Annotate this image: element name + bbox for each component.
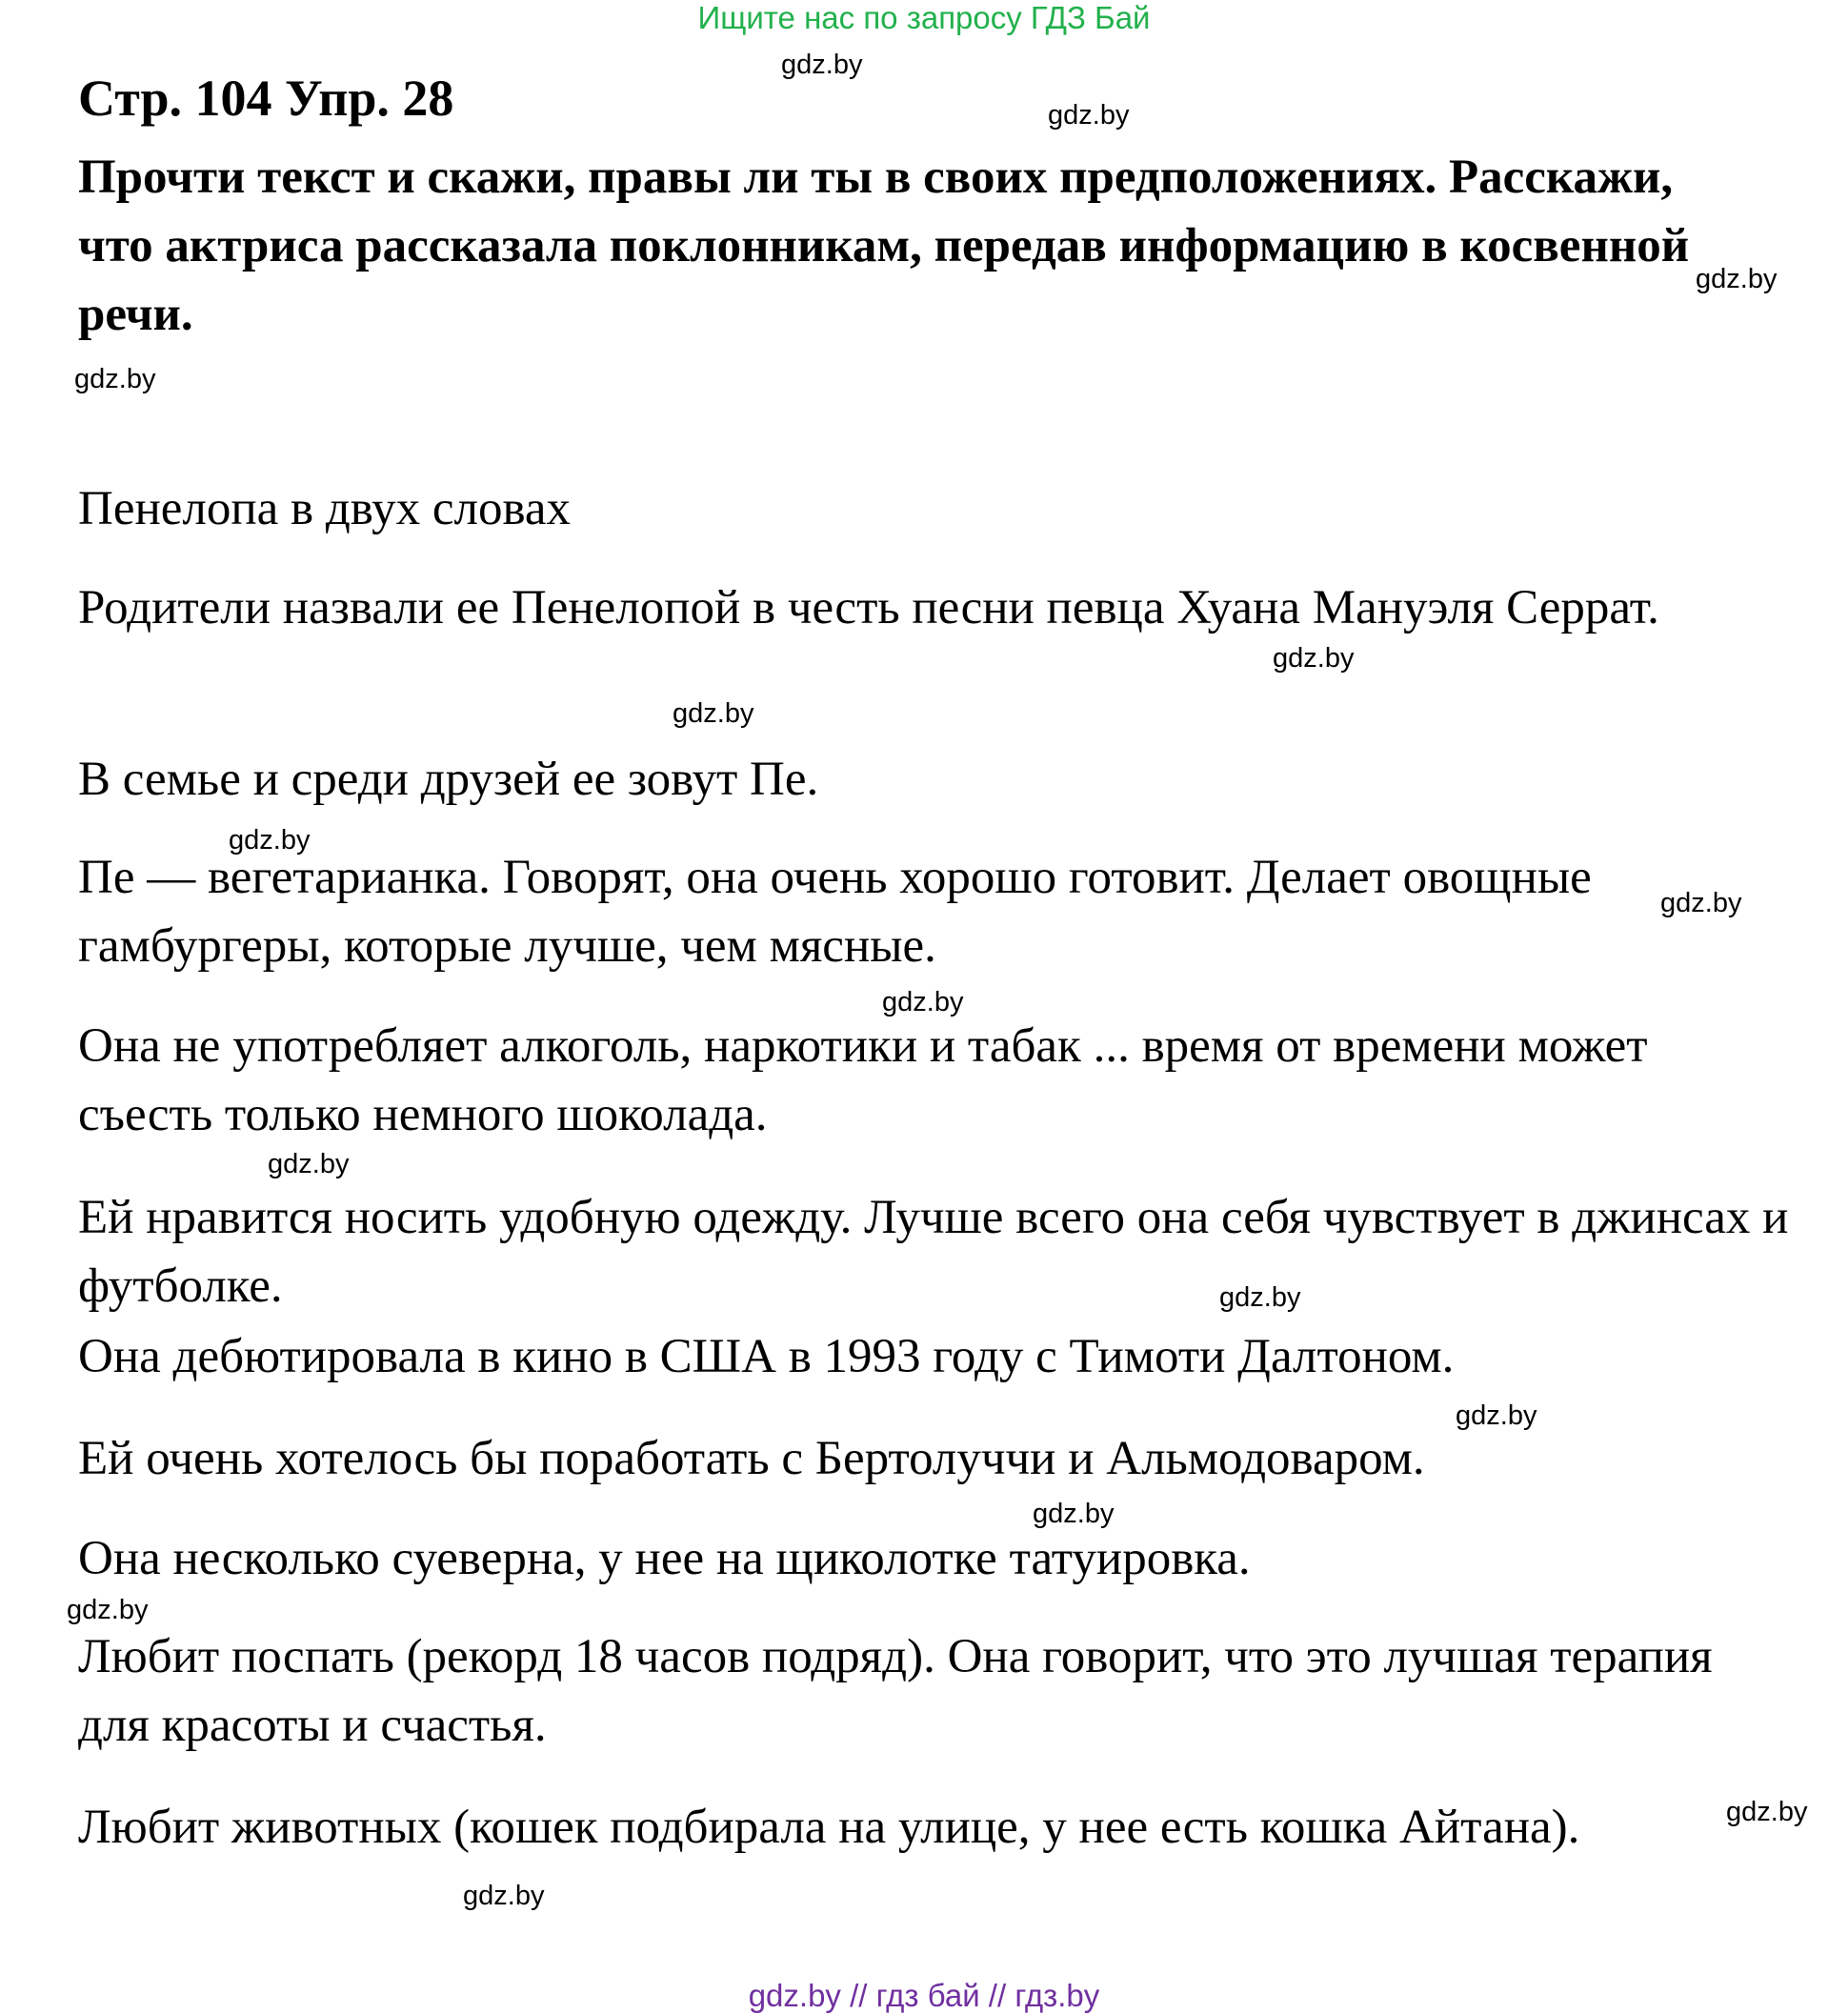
paragraph: В семье и среди друзей ее зовут Пе. (78, 753, 819, 806)
task-text: Прочти текст и скажи, правы ли ты в своих предположениях. Расскажи, что актриса рассказала поклонникам, передав информацию в косвенной речи. (78, 151, 1690, 341)
watermark: gdz.by (74, 364, 156, 394)
paragraph: Ей очень хотелось бы поработать с Бертолуччи и Альмодоваром. (78, 1432, 1425, 1485)
footer-links: gdz.by // гдз бай // гдз.by (748, 1978, 1100, 2013)
top-banner: Ищите нас по запросу ГДЗ Бай (697, 0, 1151, 35)
watermark: gdz.by (781, 50, 863, 80)
watermark: gdz.by (1033, 1499, 1115, 1529)
paragraph: Родители назвали ее Пенелопой в честь песни певца Хуана Мануэля Серрат. (78, 581, 1659, 634)
watermark: gdz.by (1219, 1282, 1301, 1313)
watermark: gdz.by (1726, 1797, 1808, 1827)
watermark: gdz.by (463, 1881, 545, 1911)
paragraph: Она не употребляет алкоголь, наркотики и табак ... время от времени может съесть только немного шоколада. (78, 1019, 1648, 1141)
watermark: gdz.by (1456, 1400, 1537, 1431)
watermark: gdz.by (1048, 100, 1130, 131)
watermark: gdz.by (268, 1149, 350, 1179)
paragraph-heading: Пенелопа в двух словах (78, 482, 572, 535)
paragraph: Ей нравится носить удобную одежду. Лучше всего она себя чувствует в джинсах и футболке. (78, 1191, 1789, 1313)
watermark: gdz.by (1696, 264, 1778, 294)
watermark: gdz.by (1273, 643, 1355, 674)
paragraph: Она несколько суеверна, у нее на щиколотке татуировка. (78, 1532, 1251, 1585)
watermark: gdz.by (882, 987, 964, 1017)
watermark: gdz.by (67, 1595, 149, 1625)
watermark: gdz.by (673, 698, 754, 729)
page-title: Стр. 104 Упр. 28 (78, 70, 454, 127)
paragraph: Любит животных (кошек подбирала на улице, у нее есть кошка Айтана). (78, 1801, 1580, 1854)
paragraph: Пе — вегетарианка. Говорят, она очень хорошо готовит. Делает овощные гамбургеры, которые лучше, чем мясные. (78, 851, 1592, 973)
paragraph: Она дебютировала в кино в США в 1993 году с Тимоти Далтоном. (78, 1330, 1455, 1383)
paragraph: Любит поспать (рекорд 18 часов подряд). Она говорит, что это лучшая терапия для красоты и счастья. (78, 1630, 1713, 1752)
watermark: gdz.by (229, 825, 311, 856)
watermark: gdz.by (1660, 888, 1742, 918)
